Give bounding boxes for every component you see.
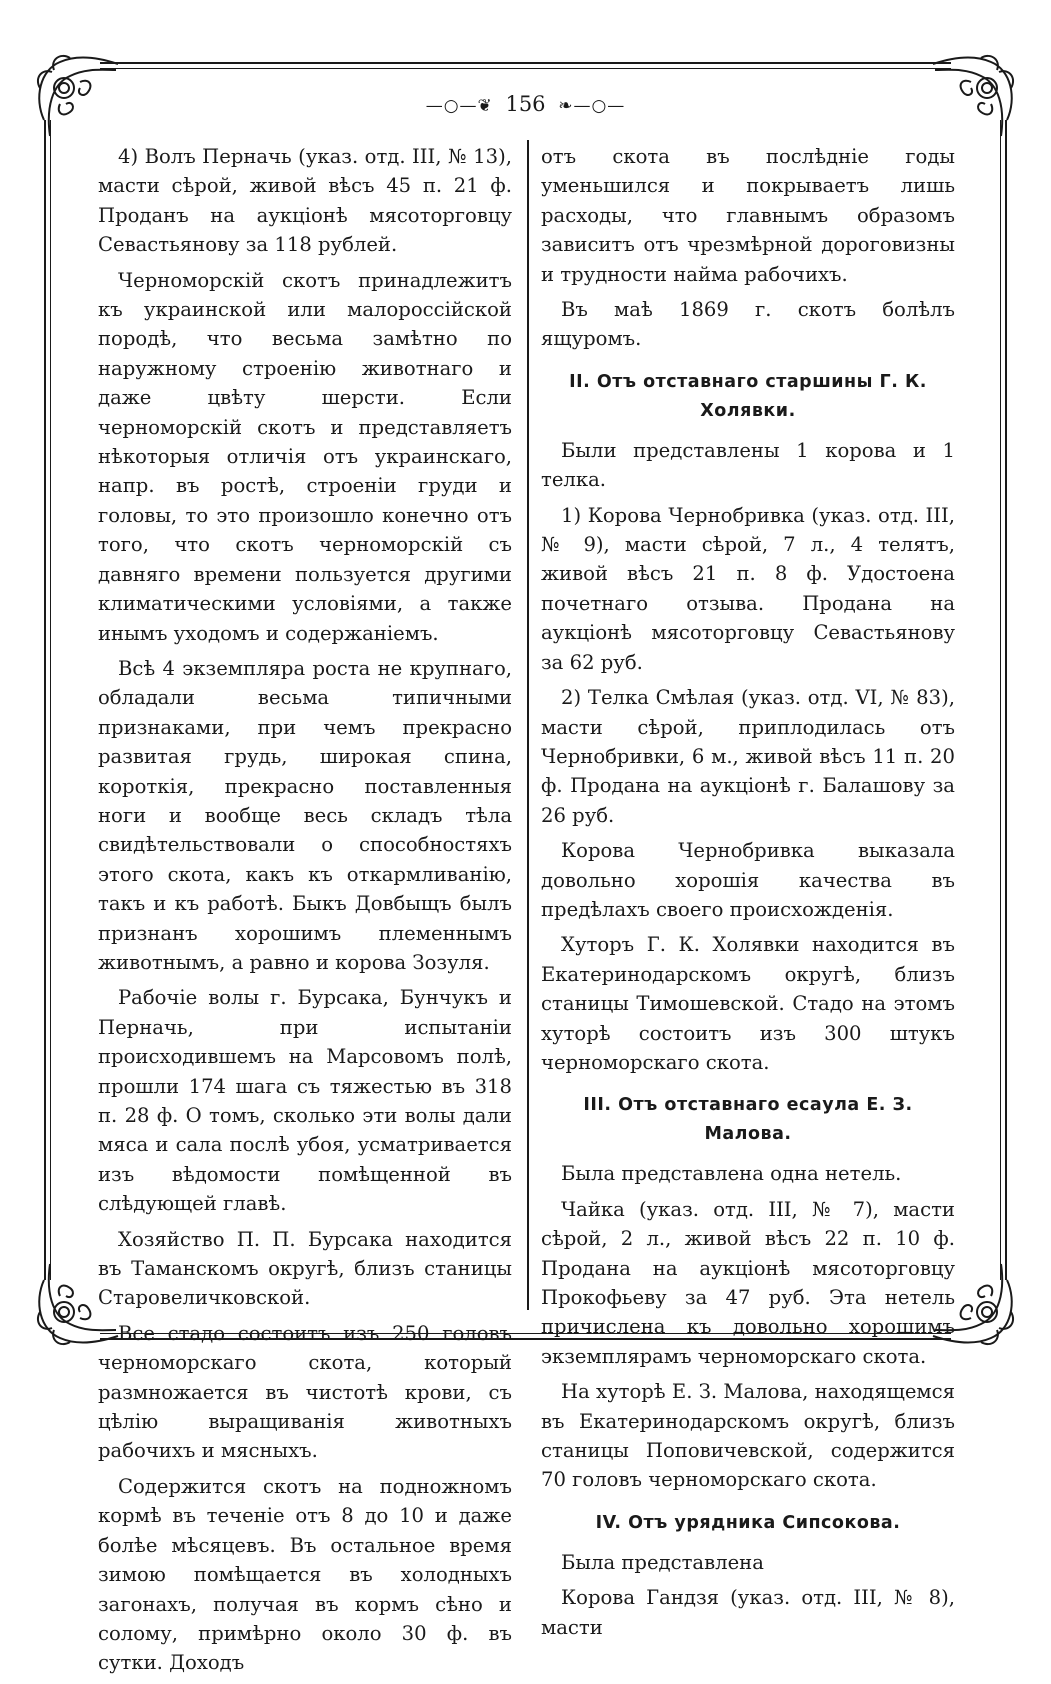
- frame-border-top-inner: [100, 68, 951, 69]
- paragraph: Корова Чернобривка выказала довольно хорошія качества въ предѣлахъ своего происхожденія.: [541, 839, 955, 921]
- page-number: 156: [505, 92, 546, 116]
- paragraph: На хуторѣ Е. З. Малова, находящемся въ Екатеринодарскомъ округѣ, близъ станицы Поповичевской, содержится 70 головъ черноморскаго скота.: [541, 1380, 955, 1492]
- section-heading-iii: III. Отъ отставнаго есаула Е. З. Малова.: [583, 1095, 913, 1145]
- paragraph: Были представлены 1 корова и 1 телка.: [541, 438, 955, 492]
- paragraph: Содержится скотъ на подножномъ кормѣ въ теченіе отъ 8 до 10 и даже болѣе мѣсяцевъ. Въ остальное время зимою помѣщается въ холодныхъ загонахъ, получая въ кормъ сѣно и солому, примѣрно около 30 ф. въ сутки. Доходъ: [98, 1474, 512, 1675]
- paragraph: Хозяйство П. П. Бурсака находится въ Таманскомъ округѣ, близъ станицы Старовеличковской.: [98, 1227, 512, 1310]
- frame-border-left: [44, 120, 46, 1280]
- paragraph: 2) Телка Смѣлая (указ. отд. VI, № 83), масти сѣрой, приплодилась отъ Чернобривки, 6 м., живой вѣсъ 11 п. 20 ф. Продана на аукціонѣ г. Балашову за 26 руб.: [541, 686, 955, 827]
- paragraph: 4) Волъ Перначь (указ. отд. III, № 13), масти сѣрой, живой вѣсъ 45 п. 21 ф. Проданъ на аукціонѣ мясоторговцу Севастьянову за 118 рублей.: [98, 145, 512, 257]
- frame-border-left-inner: [50, 120, 51, 1280]
- paragraph: Рабочіе волы г. Бурсака, Бунчукъ и Перначь, при испытаніи происходившемъ на Марсовомъ полѣ, прошли 174 шага съ тяжестью въ 318 п. 28 ф. О томъ, сколько эти волы дали мяса и сала послѣ убоя, усматривается изъ вѣдомости помѣщенной въ слѣдующей главѣ.: [98, 986, 512, 1216]
- frame-border-right-inner: [1000, 120, 1001, 1280]
- section-heading-ii: II. Отъ отставнаго старшины Г. К. Холявки.: [569, 371, 927, 421]
- paragraph: отъ скота въ послѣдніе годы уменьшился и покрываетъ лишь расходы, что главнымъ образомъ зависитъ отъ чрезмѣрной дороговизны и трудности найма рабочихъ.: [541, 145, 955, 286]
- right-column: [541, 142, 955, 1648]
- paragraph: Все стадо состоитъ изъ 250 головъ черноморскаго скота, который размножается въ чистотѣ крови, съ цѣлію выращиванія животныхъ рабочихъ и мясныхъ.: [98, 1321, 512, 1463]
- paragraph: Въ маѣ 1869 г. скотъ болѣлъ ящуромъ.: [541, 298, 955, 351]
- paragraph: Черноморскій скотъ принадлежитъ къ украинской или малороссійской породѣ, что весьма замѣтно по наружному строенію животнаго и даже цвѣту шерсти. Если черноморскій скотъ и представляетъ нѣкоторыя отличія отъ украинскаго, напр. въ ростѣ, строеніи груди и головы, то это произошло конечно отъ того, что скотъ черноморскій съ давняго времени пользуется другими климатическими условіями, а также инымъ уходомъ и содержаніемъ.: [98, 268, 512, 645]
- section-heading-iv: IV. Отъ урядника Сипсокова.: [595, 1512, 901, 1533]
- paragraph: 1) Корова Чернобривка (указ. отд. III, № 9), масти сѣрой, 7 л., 4 телятъ, живой вѣсъ 21 п. 8 ф. Удостоена почетнаго отзыва. Продана на аукціонѣ мясоторговцу Севастьянову за 62 руб.: [541, 503, 955, 674]
- paragraph: Корова Гандзя (указ. отд. III, № 8), масти: [541, 1586, 955, 1639]
- column-divider: [527, 140, 529, 1310]
- header-ornament-left: —○—❦: [425, 96, 493, 116]
- left-column: [98, 142, 512, 1684]
- paragraph: Чайка (указ. отд. III, № 7), масти сѣрой, 2 л., живой вѣсъ 22 п. 10 ф. Продана на аукціонѣ мясоторговцу Прокофьеву за 47 руб. Эта нетель причислена къ довольно хорошимъ экземплярамъ черноморскаго скота.: [541, 1197, 955, 1368]
- paragraph: Хуторъ Г. К. Холявки находится въ Екатеринодарскомъ округѣ, близъ станицы Тимошевской. Стадо на этомъ хуторѣ состоитъ изъ 300 штукъ черноморскаго скота.: [541, 933, 955, 1074]
- paragraph: Всѣ 4 экземпляра роста не крупнаго, обладали весьма типичными признаками, при чемъ прекрасно развитая грудь, широкая спина, короткія, прекрасно поставленныя ноги и вообще весь складъ тѣла свидѣтельствовали о способностяхъ этого скота, какъ къ откармливанію, такъ и къ работѣ. Быкъ Довбыщъ былъ признанъ хорошимъ племеннымъ животнымъ, а равно и корова Зозуля.: [98, 656, 512, 974]
- paragraph: Была представлена одна нетель.: [561, 1162, 902, 1186]
- frame-border-right: [1005, 120, 1007, 1280]
- page-header: [0, 92, 1051, 116]
- header-ornament-right: ❧—○—: [558, 96, 626, 116]
- paragraph: Была представлена: [561, 1550, 764, 1574]
- frame-border-top: [100, 62, 951, 64]
